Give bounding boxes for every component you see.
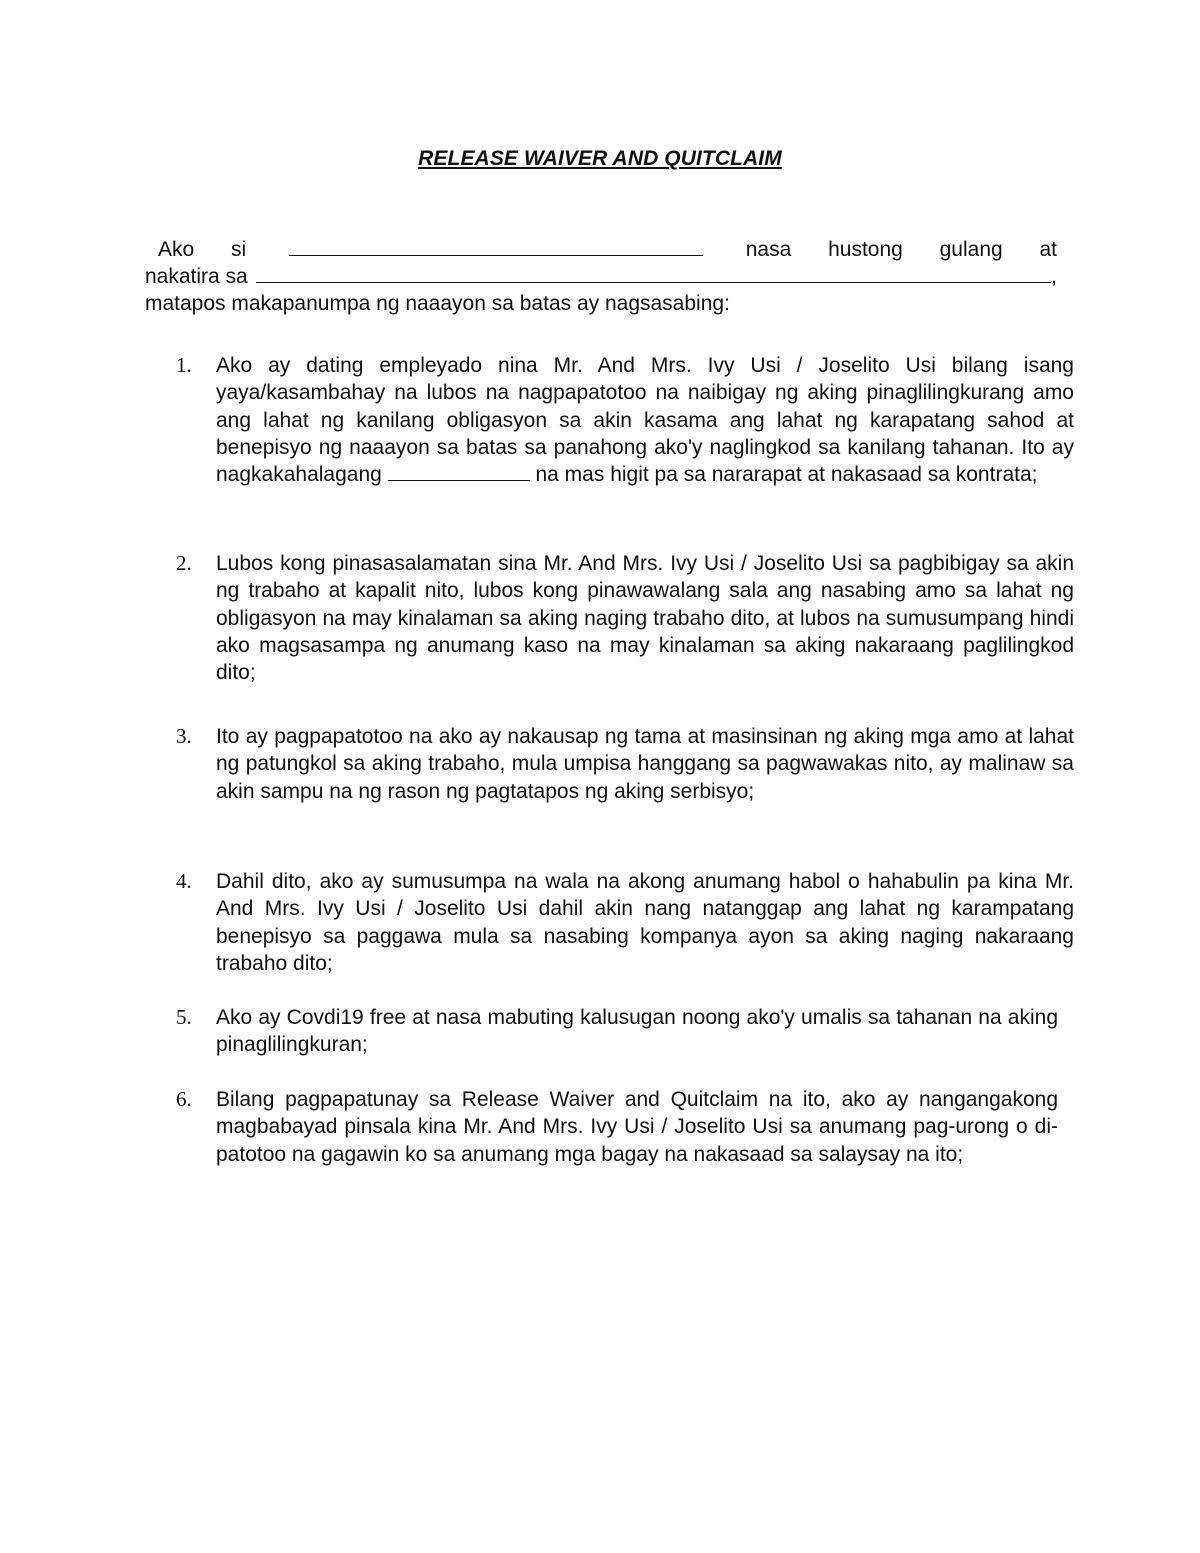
- intro-word-nasa: nasa: [745, 238, 792, 261]
- clause-1-text-after: na mas higit pa sa nararapat at nakasaad sa kontrata;: [529, 463, 1038, 487]
- clause-3: [176, 723, 1076, 805]
- intro-paragraph: [145, 236, 1057, 317]
- clause-text: Ako ay Covdi19 free at nasa mabuting kalusugan noong ako'y umalis sa tahanan na aking pinaglilingkuran;: [216, 1006, 1058, 1057]
- clause-4: [176, 868, 1076, 977]
- intro-line-3: matapos makapanumpa ng naaayon sa batas ay nagsasabing:: [145, 292, 730, 315]
- clause-5: [176, 1004, 1076, 1059]
- clause-number: 2.: [176, 551, 192, 575]
- clause-text: Dahil dito, ako ay sumusumpa na wala na akong anumang habol o hahabulin pa kina Mr. And Mrs. Ivy Usi / Joselito Usi dahil akin nang natanggap ang lahat ng karampatang benepisyo sa paggawa mula sa nasabing kompanya ayon sa aking naging nakaraang trabaho dito;: [216, 870, 1074, 975]
- clause-1-text-before: Ako ay dating empleyado nina Mr. And Mrs. Ivy Usi / Joselito Usi bilang isang yaya/kasambahay na lubos na nagpapatotoo na naibigay ng aking pinaglilingkurang amo ang lahat ng kanilang obligasyon sa akin kasama ang lahat ng karapatang sahod at benepisyo ng naaayon sa batas sa panahong ako'y naglingkod sa kanilang tahanan. Ito ay nagkakahalagang: [216, 354, 1074, 487]
- document-title: RELEASE WAIVER AND QUITCLAIM: [418, 147, 782, 170]
- intro-nakatira-label: nakatira sa: [145, 265, 248, 288]
- address-blank-field[interactable]: [256, 263, 1051, 283]
- clause-2: [176, 550, 1076, 686]
- intro-word-at: at: [1039, 238, 1057, 261]
- clause-text: Lubos kong pinasasalamatan sina Mr. And Mrs. Ivy Usi / Joselito Usi sa pagbibigay sa akin ng trabaho at kapalit nito, lubos kong pinawawalang sala ang nasabing amo sa lahat ng obligasyon na may kinalaman sa aking naging trabaho dito, at lubos na sumusumpang hindi ako magsasampa ng anumang kaso na may kinalaman sa aking nakaraang paglilingkod dito;: [216, 552, 1074, 685]
- intro-word-hustong: hustong: [828, 238, 903, 261]
- clause-number: 4.: [176, 869, 192, 893]
- clause-text: Ito ay pagpapatotoo na ako ay nakausap ng tama at masinsinan ng aking mga amo at lahat ng patungkol sa aking trabaho, mula umpisa hanggang sa pagwawakas nito, ay malinaw sa akin sampu na ng rason ng pagtatapos ng aking serbisyo;: [216, 725, 1074, 803]
- clause-1: [176, 352, 1076, 488]
- clause-text: Bilang pagpapatunay sa Release Waiver and Quitclaim na ito, ako ay nangangakong magbabayad pinsala kina Mr. And Mrs. Ivy Usi / Joselito Usi sa anumang pag-urong o di-patotoo na gagawin ko sa anumang mga bagay na nakasaad sa salaysay na ito;: [216, 1088, 1058, 1166]
- intro-line-1: [145, 236, 1057, 263]
- clause-number: 1.: [176, 353, 192, 377]
- intro-line-2: [145, 263, 1057, 290]
- intro-word-si: si: [230, 238, 247, 261]
- intro-comma: ,: [1051, 265, 1057, 288]
- intro-word-gulang: gulang: [939, 238, 1003, 261]
- clause-6: [176, 1086, 1076, 1168]
- intro-word-ako: Ako: [158, 238, 195, 261]
- clause-text: [216, 352, 1074, 488]
- amount-blank-field[interactable]: [388, 463, 530, 481]
- clause-number: 3.: [176, 724, 192, 748]
- clause-number: 5.: [176, 1005, 192, 1029]
- clause-number: 6.: [176, 1087, 192, 1111]
- name-blank-field[interactable]: [289, 236, 703, 256]
